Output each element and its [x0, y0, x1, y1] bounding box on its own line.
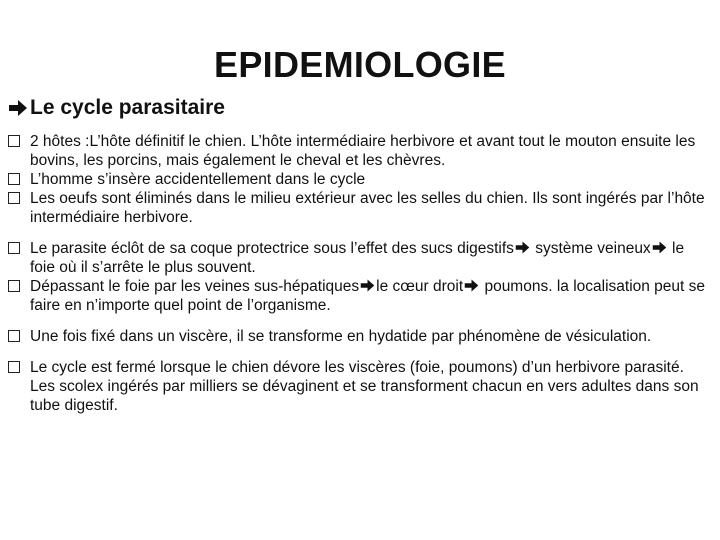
list-item-text: Le parasite éclôt de sa coque protectrice sous l’effet des sucs digestifs [30, 240, 514, 257]
square-bullet-icon [8, 135, 20, 147]
square-bullet-icon [8, 192, 20, 204]
list-item [8, 189, 712, 227]
page-title: EPIDEMIOLOGIE [214, 44, 506, 85]
square-bullet-icon [8, 242, 20, 254]
list-item [8, 170, 712, 189]
list-item-text: 2 hôtes :L’hôte définitif le chien. L’hôte intermédiaire herbivore et avant tout le mouton ensuite les bovins, les porcins, mais également le cheval et les chèvres. [30, 133, 696, 169]
list-item-text: Une fois fixé dans un viscère, il se transforme en hydatide par phénomène de vésiculation. [30, 328, 652, 345]
square-bullet-icon [8, 173, 20, 185]
list-item-text: Les oeufs sont éliminés dans le milieu extérieur avec les selles du chien. Ils sont ingérés par l’hôte intermédiaire herbivore. [30, 190, 705, 226]
right-arrow-icon [464, 278, 479, 293]
spacer [8, 315, 712, 327]
right-arrow-icon [652, 240, 667, 255]
right-arrow-icon [360, 278, 375, 293]
list-item-text: Le cycle est fermé lorsque le chien dévore les viscères (foie, poumons) d’un herbivore parasité. Les scolex ingérés par milliers se dévaginent et se transforment chacun en vers adultes dans son tube digestif. [30, 359, 699, 414]
square-bullet-icon [8, 361, 20, 373]
list-item [8, 239, 712, 277]
list-item-text: poumons. la localisation peut se faire en n’importe quel point de l’organisme. [30, 278, 706, 314]
square-bullet-icon [8, 330, 20, 342]
list-item [8, 358, 712, 415]
square-bullet-icon [8, 280, 20, 292]
section-heading [8, 96, 225, 120]
list-item [8, 327, 712, 346]
list-item-text: Dépassant le foie par les veines sus-hépatiques [30, 278, 360, 295]
spacer [8, 346, 712, 358]
spacer [8, 227, 712, 239]
list-item [8, 277, 712, 315]
list-item-text: L’homme s’insère accidentellement dans le cycle [30, 171, 366, 188]
right-arrow-icon [515, 240, 530, 255]
section-heading-label: Le cycle parasitaire [30, 96, 225, 119]
right-arrow-icon [8, 98, 28, 118]
list-item-text: le foie où il s’arrête le plus souvent. [30, 240, 685, 276]
bullet-list [8, 132, 712, 415]
list-item-text: le cœur droit [376, 278, 464, 295]
list-item-text: système veineux [530, 240, 651, 257]
list-item [8, 132, 712, 170]
